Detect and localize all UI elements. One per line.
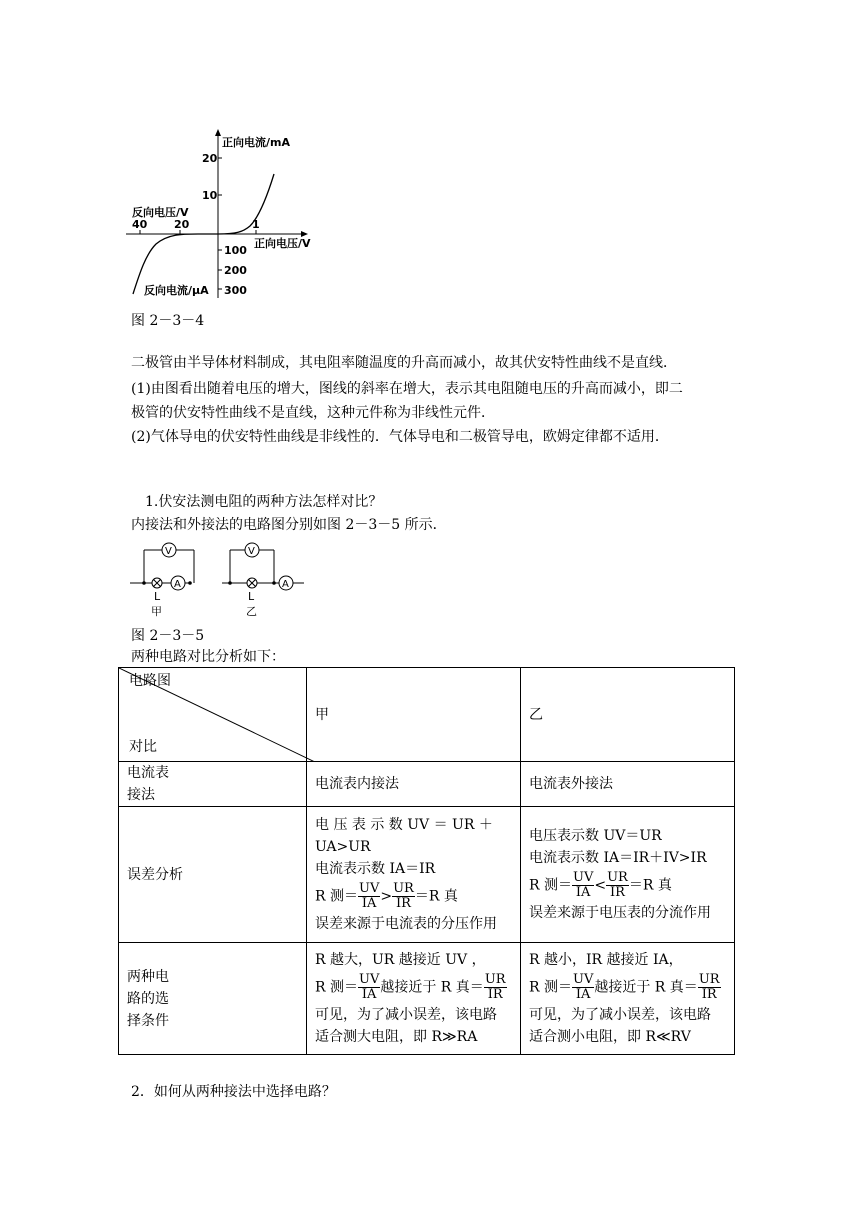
row-label-ammeter-method: 电流表 接法 bbox=[119, 762, 307, 807]
neg-x-label: 反向电压/V bbox=[132, 206, 189, 219]
header-top-label: 电路图 bbox=[129, 673, 171, 689]
diagonal-header-cell bbox=[119, 668, 307, 762]
question-1: 1.伏安法测电阻的两种方法怎样对比？ bbox=[145, 494, 383, 510]
circuit-diagrams bbox=[126, 540, 326, 620]
lamp-label-jia: L bbox=[154, 590, 161, 603]
cell-internal-method: 电流表内接法 bbox=[307, 762, 521, 807]
cell-error-yi: 电压表示数 UV＝UR 电流表示数 IA＝IR＋IV>IR R 测＝ $\frac{UV}{IA}$ < $\frac{UR}{IR}$ ＝R 真 误差来源于电压表的分流作用 bbox=[521, 807, 735, 943]
y-axis-label: 正向电流/mA bbox=[222, 136, 290, 149]
diode-iv-graph bbox=[118, 126, 338, 300]
figure-caption-2: 图 2－3－5 bbox=[131, 628, 205, 644]
label-yi: 乙 bbox=[246, 605, 257, 618]
circuit-yi bbox=[222, 543, 304, 618]
question-2: 2．如何从两种接法中选择电路？ bbox=[131, 1084, 336, 1100]
row-label-error-analysis: 误差分析 bbox=[119, 807, 307, 943]
circuit-jia bbox=[130, 543, 194, 618]
svg-text:V: V bbox=[248, 546, 255, 557]
y-tick-10: 10 bbox=[202, 189, 218, 202]
col-header-jia: 甲 bbox=[307, 668, 521, 762]
y-axis-arrow bbox=[215, 129, 221, 136]
svg-text:V: V bbox=[165, 546, 172, 557]
neg-x-tick-20: 20 bbox=[174, 218, 190, 231]
para-line-4: (2)气体导电的伏安特性曲线是非线性的．气体导电和二极管导电，欧姆定律都不适用． bbox=[131, 429, 669, 445]
forward-curve bbox=[218, 174, 274, 234]
row-label-selection-conditions: 两种电 路的选 择条件 bbox=[119, 943, 307, 1055]
neg-y-tick-300: 300 bbox=[224, 284, 247, 297]
header-bottom-label: 对比 bbox=[129, 739, 157, 755]
table-intro: 两种电路对比分析如下： bbox=[131, 649, 285, 665]
neg-y-label: 反向电流/μA bbox=[144, 284, 209, 297]
para-line-2: (1)由图看出随着电压的增大，图线的斜率在增大，表示其电阻随电压的升高而减小，即二 bbox=[131, 381, 683, 397]
para-line-3: 极管的伏安特性曲线不是直线，这种元件称为非线性元件． bbox=[131, 405, 495, 421]
neg-x-tick-40: 40 bbox=[132, 218, 148, 231]
lamp-label-yi: L bbox=[248, 590, 255, 603]
svg-text:A: A bbox=[282, 579, 289, 590]
cell-external-method: 电流表外接法 bbox=[521, 762, 735, 807]
cell-selection-jia: R 越大，UR 越接近 UV ， R 测＝ $\frac{UV}{IA}$ 越接近于 R 真＝ $\frac{UR}{IR}$ 可见，为了减小误差，该电路 适合测大电阻，即 R≫RA bbox=[307, 943, 521, 1055]
cell-selection-yi: R 越小，IR 越接近 IA， R 测＝ $\frac{UV}{IA}$ 越接近于 R 真＝ $\frac{UR}{IR}$ 可见，为了减小误差，该电路 适合测小电阻，即 R≪RV bbox=[521, 943, 735, 1055]
neg-y-tick-100: 100 bbox=[224, 244, 247, 257]
y-tick-20: 20 bbox=[202, 152, 218, 165]
figure-caption-1: 图 2－3－4 bbox=[131, 313, 205, 329]
label-jia: 甲 bbox=[151, 605, 162, 618]
x-axis-label: 正向电压/V bbox=[254, 237, 311, 250]
para-line-1: 二极管由半导体材料制成，其电阻率随温度的升高而减小，故其伏安特性曲线不是直线． bbox=[131, 355, 677, 371]
question-1-desc: 内接法和外接法的电路图分别如图 2－3－5 所示． bbox=[131, 517, 447, 533]
svg-text:A: A bbox=[174, 579, 181, 590]
col-header-yi: 乙 bbox=[521, 668, 735, 762]
pos-x-tick-1: 1 bbox=[252, 218, 260, 231]
cell-error-jia: 电 压 表 示 数 UV ＝ UR ＋ UA>UR 电流表示数 IA＝IR R 测＝ $\frac{UV}{IA}$ > $\frac{UR}{IR}$ ＝R 真 误差来源于电流表的分压作用 bbox=[307, 807, 521, 943]
comparison-table bbox=[118, 667, 735, 1055]
neg-y-tick-200: 200 bbox=[224, 264, 247, 277]
